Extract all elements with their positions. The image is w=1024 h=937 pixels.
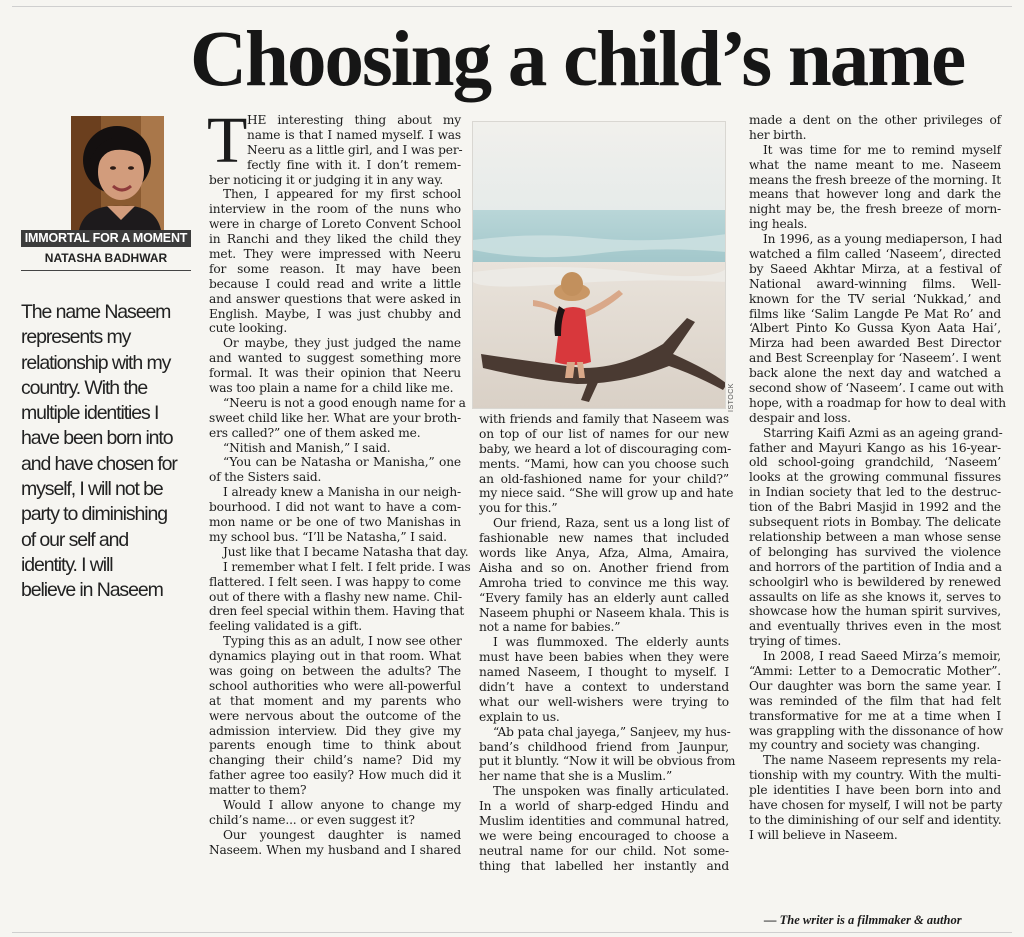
article-text-line: Our youngest daughter is named (223, 827, 461, 842)
article-text-line: you for this.” (479, 501, 558, 516)
article-text-line: school authorities who were all-powerful (209, 678, 461, 693)
article-text-line: met. They were impressed with Neeru (209, 247, 461, 262)
article-text-line: It was time for me to remind myself (763, 142, 1001, 157)
author-byline: NATASHA BADHWAR (44, 251, 168, 265)
article-text-line: ments. “Mami, how can you choose such (479, 456, 729, 471)
article-text-line: Typing this as an adult, I now see other (223, 634, 462, 649)
article-text-line: to the diminishing of our self and identity. (749, 812, 1002, 827)
article-text-line: have chosen for myself, I will not be party (749, 797, 1003, 812)
article-text-line: Just like that I became Natasha that day. (223, 544, 469, 559)
article-text-line: what our well-wishers were trying to (479, 694, 729, 709)
article-text-line: known for the TV serial ‘Nukkad,’ and (749, 291, 1001, 306)
article-text-line: of belonging has survived the violence (749, 544, 1001, 559)
article-text-line: fectly fine with it. I don’t remem- (247, 157, 461, 172)
article-text-line: interview in the room of the nuns who (209, 202, 461, 217)
article-text-line: Starring Kaifi Azmi as an ageing grand- (763, 425, 1003, 440)
article-text-line: admission interview. Did they give my (209, 723, 461, 738)
article-text-line: ple identities I have been born into and (749, 783, 1001, 798)
article-text-line: were nervous about the outcome of the (209, 708, 461, 723)
column-tag: IMMORTAL FOR A MOMENT (21, 230, 191, 247)
article-text-line: flattered. I felt seen. I was happy to come (209, 574, 461, 589)
article-text-line: sweet child like her. What are your broth- (209, 410, 461, 425)
article-text-line: watched a film called ‘Naseem’, directed (749, 247, 1001, 262)
top-rule (12, 6, 1012, 7)
article-text-line: Amroha tried to convince me this way. (479, 575, 729, 590)
pull-quote-line: identity. I will (21, 553, 113, 576)
article-text-line: we were being encouraged to choose a (479, 828, 729, 843)
article-text-line: feeling validated is a gift. (209, 619, 363, 634)
article-text-line: words like Anya, Afza, Alma, Amaira, (479, 546, 729, 561)
article-text-line: back alone the next day and watched a (749, 366, 1001, 381)
article-text-line: “Neeru is not a good enough name for a (223, 395, 466, 410)
article-text-line: was grappling with the dissonance of how (749, 723, 1004, 738)
article-text-line: The unspoken was finally articulated. (493, 784, 729, 799)
article-text-line: tionship with my country. With the multi- (749, 768, 1001, 783)
article-text-line: HE interesting thing about my (247, 113, 461, 127)
article-text-line: child’s name... or even suggest it? (209, 812, 415, 827)
article-text-line: relationship between a man whose sense (749, 529, 1001, 544)
article-text-line: I remember what I felt. I felt pride. I was (223, 559, 471, 574)
pull-quote-line: and have chosen for (21, 452, 177, 475)
article-text-line: her birth. (749, 127, 807, 142)
article-text-line: thing that labelled her instantly and (479, 858, 729, 873)
article-text-line: “Nitish and Manish,” I said. (223, 440, 391, 455)
photo-credit: ISTOCK (728, 383, 735, 412)
article-text-line: father and Mayuri Kango as his 16-year- (749, 440, 1001, 455)
author-signoff: — The writer is a filmmaker & author (764, 913, 962, 927)
article-text-line: second show of ‘Naseem’. I came out with (749, 381, 1004, 396)
article-text-line: transformative for me at a time when I (749, 708, 1001, 723)
article-text-line: I was flummoxed. The elderly aunts (493, 635, 729, 650)
article-column-3 (749, 113, 1006, 843)
article-text-line: must have been babies when they were (479, 650, 729, 665)
pull-quote-line: of our self and (21, 528, 129, 551)
article-column-2 (479, 412, 736, 874)
pull-quote-line: myself, I will not be (21, 478, 163, 501)
pull-quote-line: party to diminishing (21, 503, 167, 526)
article-text-line: named Naseem, I thought to myself. I (479, 665, 729, 680)
article-text-line: made a dent on the other privileges of (749, 113, 1001, 127)
pull-quote-line: have been born into (21, 427, 173, 450)
drop-cap: T (207, 104, 248, 177)
article-text-line: and Best Screenplay for ‘Naseem’. I went (749, 351, 1001, 366)
article-column-1 (207, 104, 471, 858)
article-text-line: for some reason. It may have been (209, 261, 461, 276)
article-text-line: name is that I named myself. I was (247, 127, 461, 142)
article-text-line: means that however long and dark the (749, 187, 1001, 202)
article-text-line: Then, I appeared for my first school (223, 187, 461, 202)
bottom-rule (12, 932, 1012, 933)
article-text-line: Our daughter was born the same year. I (749, 678, 1001, 693)
article-text-line: dynamics playing out in that room. What (209, 649, 461, 664)
pull-quote-line: multiple identities I (21, 402, 159, 425)
article-text-line: dren feel special within them. Having that (209, 604, 465, 619)
article-text-line: Neeru as a little girl, and I was per- (247, 142, 463, 157)
pull-quote-line: The name Naseem (21, 301, 171, 323)
article-text-line: neutral name for our child. Not some- (479, 843, 729, 858)
article-text-line: my niece said. “She will grow up and hate (479, 486, 734, 501)
article-text-line: band’s childhood friend from Jaunpur, (479, 739, 729, 754)
article-text-line: by Saeed Akhtar Mirza, at a festival of (749, 261, 1001, 276)
article-text-line: ‘Albert Pinto Ko Gussa Kyon Aata Hai’, (749, 321, 1001, 336)
article-text-line: on top of our list of names for our new (479, 426, 729, 441)
article-text-line: was too plain a name for a child like me. (209, 381, 454, 396)
article-text-line: hope, with a roadmap for how to deal with (749, 395, 1006, 410)
article-text-line: Or maybe, they just judged the name (223, 336, 461, 351)
article-text-line: Naseem phuphi or Naseem khala. This is (479, 605, 729, 620)
article-text-line: Mirza had been awarded Best Director (749, 336, 1001, 351)
author-photo (71, 116, 164, 230)
article-text-line: because I could read and write a little (209, 276, 461, 291)
article-text-line: parents enough time to think about (209, 738, 461, 753)
article-text-line: ber noticing it or judging it in any way. (209, 172, 444, 187)
article-text-line: assaults on life as she knows it, serves to (749, 589, 1001, 604)
article-text-line: formal. It was their opinion that Neeru (209, 366, 461, 381)
article-text-line: Naseem. When my husband and I shared (209, 842, 461, 857)
article-text-line: in Ranchi and they liked the child they (209, 232, 461, 247)
article-text-line: and wanted to suggest something more (209, 351, 461, 366)
article-text-line: In 2008, I read Saeed Mirza’s memoir, (763, 649, 1001, 664)
article-text-line: and eventually thrives even in the most (749, 619, 1001, 634)
article-text-line: matter to them? (209, 783, 307, 798)
article-text-line: bourhood. I did not want to have a com- (209, 500, 461, 515)
article-text-line: The name Naseem represents my rela- (763, 753, 1001, 768)
article-text-line: showcase how the human spirit survives, (749, 604, 1001, 619)
article-text-line: “Ammi: Letter to a Democratic Mother”. (749, 663, 1001, 678)
article-text-line: tion of the Babri Masjid in 1992 and the (749, 500, 1001, 515)
article-text-line: Aisha and so on. Another friend from (479, 560, 729, 575)
article-text-line: schoolgirl who is bewildered by renewed (749, 574, 1001, 589)
article-text-line: mon name or be one of two Manishas in (209, 515, 461, 530)
article-text-line: “Every family has an elderly aunt called (479, 590, 729, 605)
article-text-line: films like ‘Salim Langde Pe Mat Ro’ and (749, 306, 1001, 321)
article-text-line: put it bluntly. “Now it will be obvious from (479, 754, 736, 769)
pull-quote-line: relationship with my (21, 351, 171, 374)
article-text-line: and answer questions that were asked in (209, 291, 461, 306)
article-text-line: were in charge of Loreto Convent School (209, 217, 461, 232)
article-text-line: and horrors of the partition of India and a (749, 559, 1002, 574)
article-text-line: at that moment and my parents who (209, 693, 461, 708)
article-text-line: “You can be Natasha or Manisha,” one (223, 455, 461, 470)
article-text-line: father agree too easily? How much did it (209, 768, 461, 783)
article-text-line: fashionable new names that included (479, 531, 729, 546)
article-text-line: Our friend, Raza, sent us a long list of (493, 516, 729, 531)
article-headline: Choosing a child’s name (190, 16, 965, 103)
article-text-line: Muslim identities and communal hatred, (479, 814, 729, 829)
article-text-line: didn’t have a context to understand (479, 680, 729, 695)
article-text-line: with friends and family that Naseem was (479, 412, 729, 426)
byline-rule (21, 270, 191, 271)
article-text-line: I will believe in Naseem. (749, 827, 898, 842)
article-text-line: I already knew a Manisha in our neigh- (223, 485, 461, 500)
article-text-line: not a name for babies.” (479, 620, 621, 635)
article-text-line: ers called?” one of them asked me. (209, 425, 421, 440)
article-text-line: National award-winning films. Well- (749, 276, 1001, 291)
pull-quote-line: believe in Naseem (21, 579, 163, 602)
article-illustration (472, 121, 726, 409)
article-text-line: In a world of sharp-edged Hindu and (479, 799, 729, 814)
article-text-line: Would I allow anyone to change my (223, 797, 461, 812)
article-text-line: despair and loss. (749, 410, 851, 425)
article-text-line: cute looking. (209, 321, 288, 336)
article-text-line: my school bus. “I’ll be Natasha,” I said. (209, 529, 447, 544)
article-text-line: English. Maybe, I was just chubby and (209, 306, 461, 321)
article-text-line: explain to us. (479, 709, 560, 724)
article-text-line: night may be, the fresh breeze of morn- (749, 202, 1001, 217)
article-text-line: changing their child’s name? Did my (209, 753, 461, 768)
pull-quote-line: country. With the (21, 376, 148, 399)
article-text-line: looks at the growing communal fissures (749, 470, 1001, 485)
article-text-line: an old-fashioned name for your child?” (479, 471, 729, 486)
article-text-line: subsequent riots in Bombay. The delicate (749, 515, 1001, 530)
article-text-line: was going on between the adults? The (209, 663, 461, 678)
article-text-line: “Ab pata chal jayega,” Sanjeev, my hus- (493, 724, 731, 739)
article-text-line: ing heals. (749, 217, 808, 232)
article-text-line: means the fresh breeze of the morning. It (749, 172, 1001, 187)
article-text-line: baby, we heard a lot of discouraging com- (479, 441, 732, 456)
article-text-line: her name that she is a Muslim.” (479, 769, 673, 784)
pull-quote (21, 300, 193, 604)
article-text-line: old school-going grandchild, ‘Naseem’ (749, 455, 1001, 470)
article-text-line: was reminded of the film that had felt (749, 693, 1001, 708)
article-text-line: out of there with a flashy new name. Chil- (209, 589, 462, 604)
article-text-line: trying of times. (749, 634, 842, 649)
article-text-line: my country and society was changing. (749, 738, 981, 753)
article-text-line: in Indian society that led to the destruc- (749, 485, 1001, 500)
article-text-line: of the Sisters said. (209, 470, 322, 485)
article-text-line: In 1996, as a young mediaperson, I had (763, 232, 1003, 247)
pull-quote-line: represents my (21, 326, 131, 349)
article-text-line: what the name meant to me. Naseem (749, 157, 1001, 172)
